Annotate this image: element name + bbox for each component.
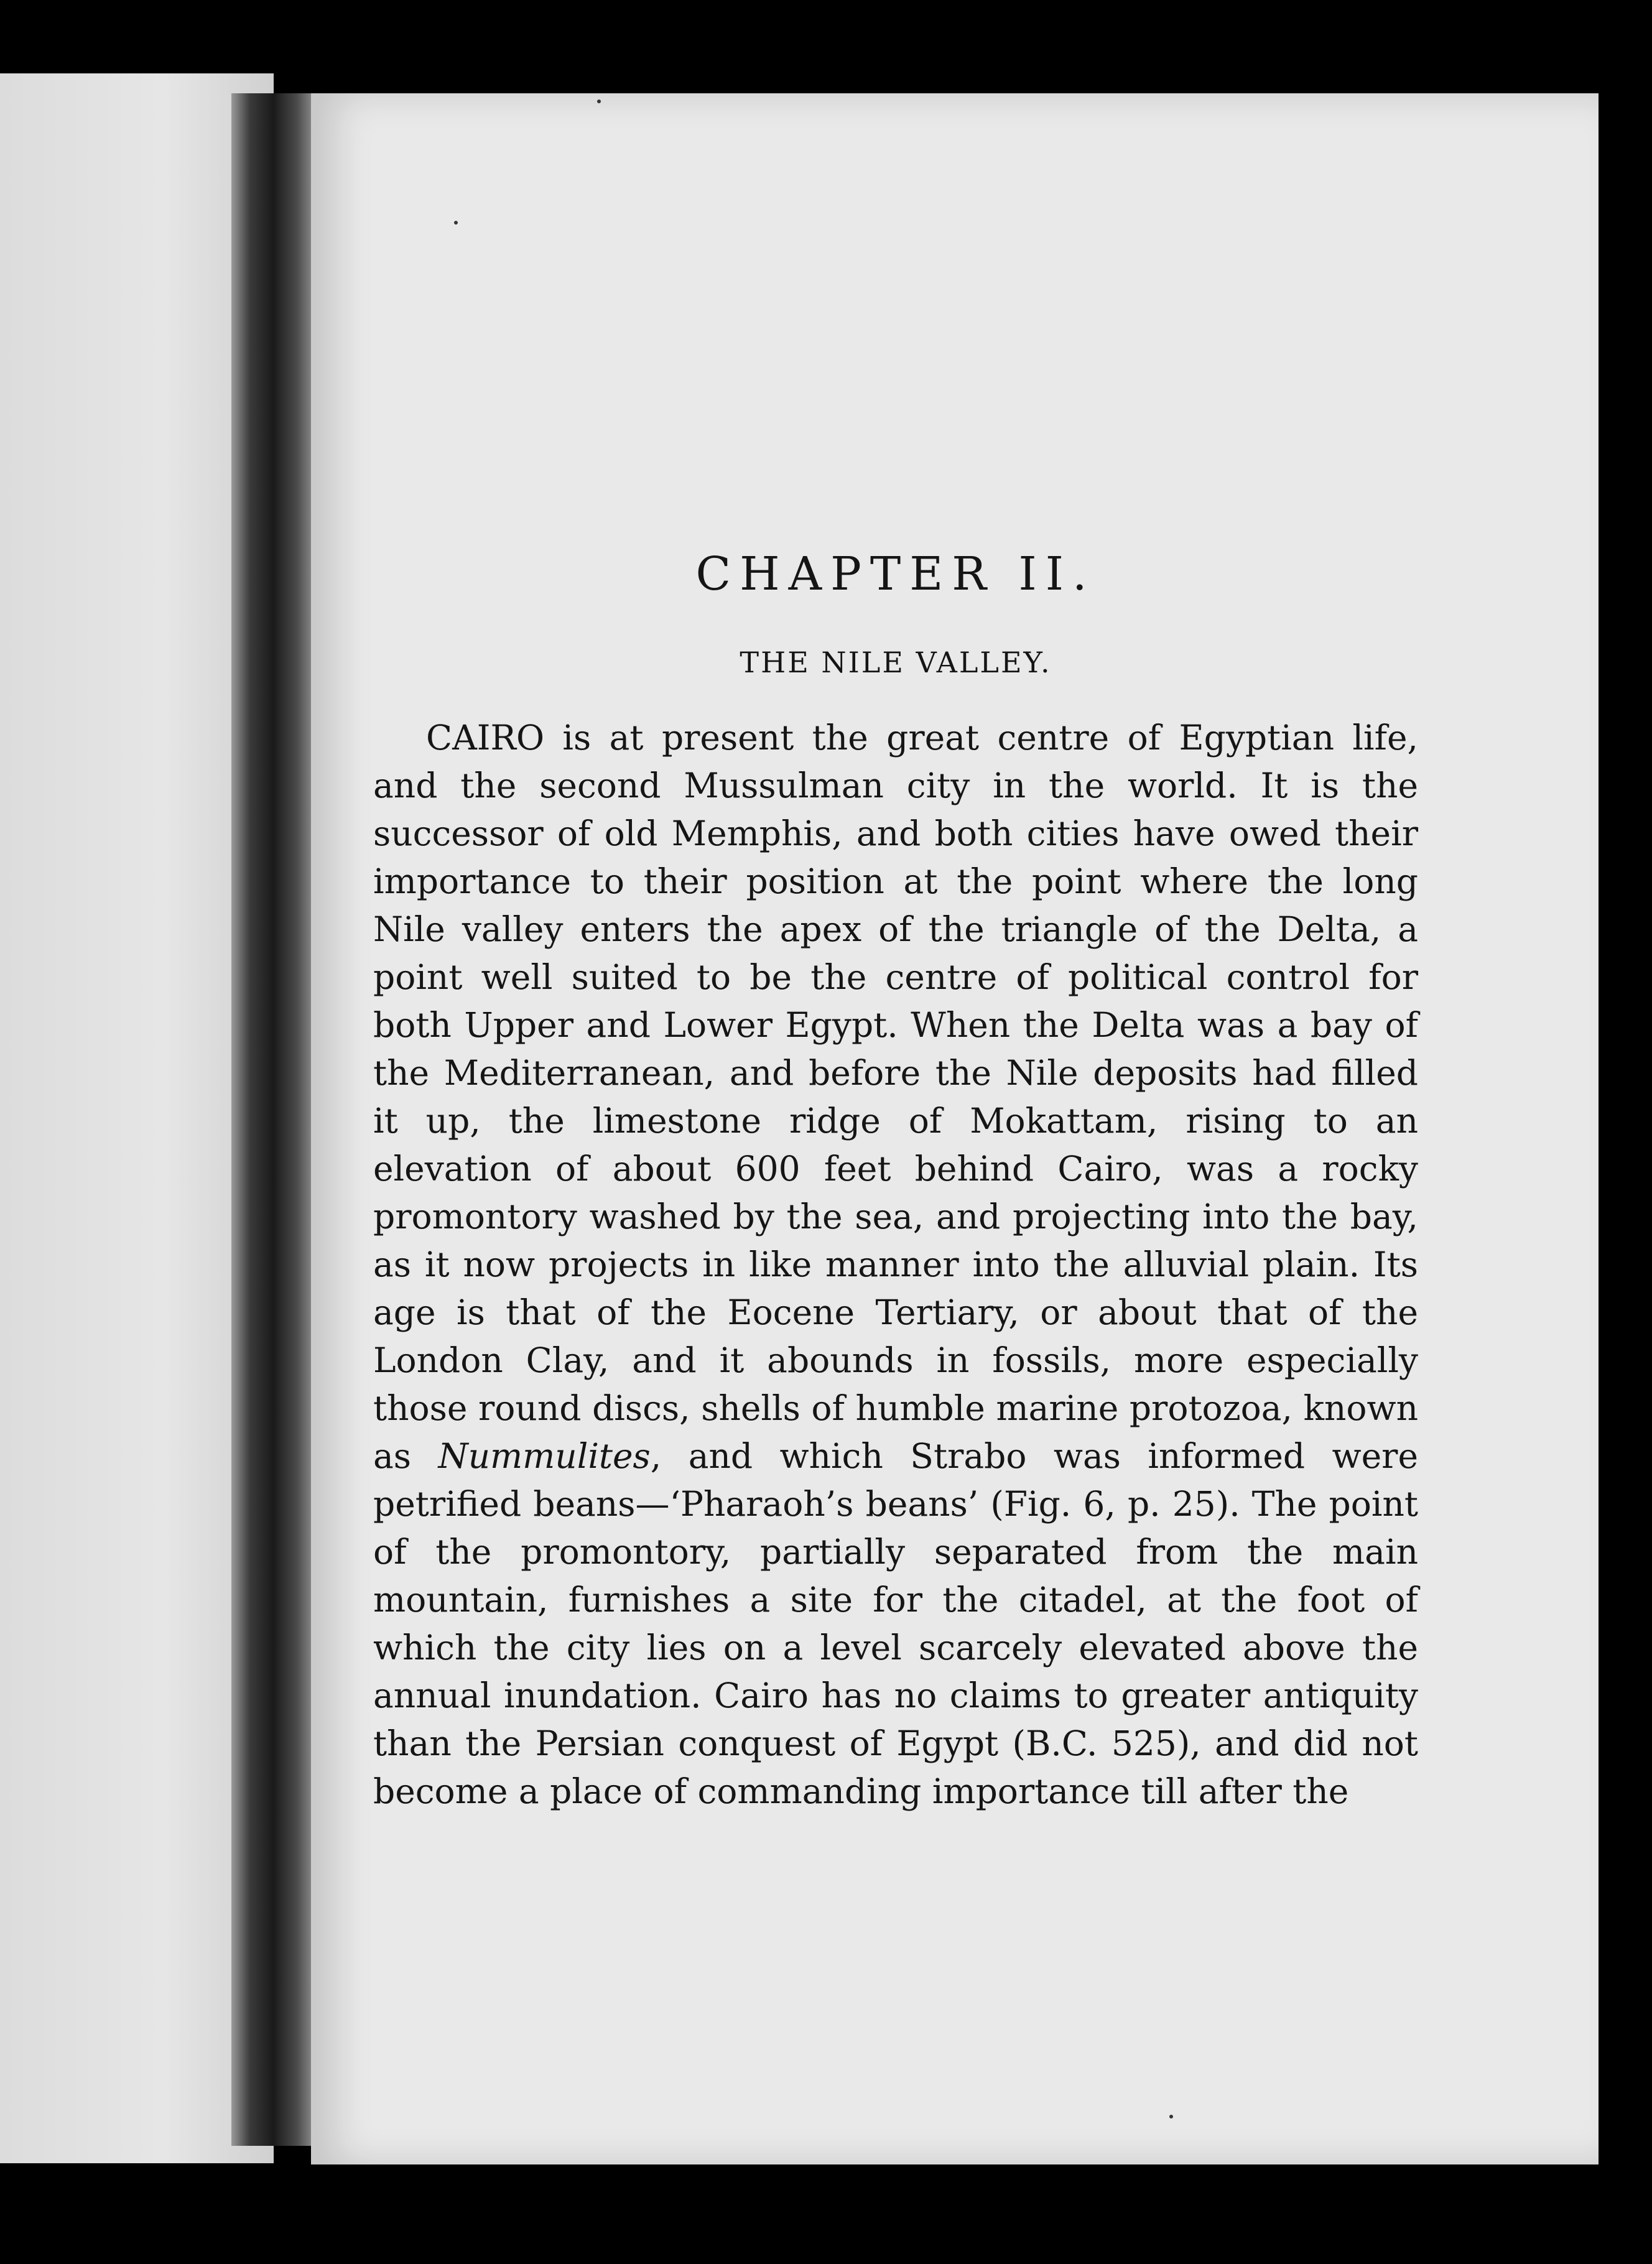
body-paragraph [373,714,1418,1816]
paragraph-text-part1: is at present the great centre of Egyptian life, and the second Mussulman city in the world. It is the successor of old Memphis, and both cities have owed their importance to their position at the point where the long Nile valley enters the apex of the triangle of the Delta, a point well suited to be the centre of political control for both Upper and Lower Egypt. When the Delta was a bay of the Mediterranean, and before the Nile deposits had filled it up, the limestone ridge of Mokattam, rising to an elevation of about 600 feet behind Cairo, was a rocky promontory washed by the sea, and projecting into the bay, as it now projects in like manner into the alluvial plain. Its age is that of the Eocene Tertiary, or about that of the London Clay, and it abounds in fossils, more especially those round discs, shells of humble marine protozoa, known as [373,718,1418,1476]
page-content [373,547,1418,1816]
section-title: THE NILE VALLEY. [740,646,1052,679]
print-speck [1169,2115,1173,2118]
era-abbreviation: B.C. [1025,1724,1098,1763]
paragraph-text-part3: 525), and did not become a place of commanding importance till after the [373,1724,1418,1811]
italic-term: Nummulites [438,1436,651,1476]
lead-word: CAIRO [426,718,545,758]
chapter-heading: CHAPTER II. [695,547,1096,601]
print-speck [597,100,601,103]
print-speck [454,221,458,225]
paragraph-text-part2: , and which Strabo was informed were petrified beans—‘Pharaoh’s beans’ (Fig. 6, p. 25). The point of the promontory, partially separated from the main mountain, furnishes a site for the citadel, at the foot of which the city lies on a level scarcely elevated above the annual inundation. Cairo has no claims to greater antiquity than the Persian conquest of Egypt ( [373,1436,1419,1763]
